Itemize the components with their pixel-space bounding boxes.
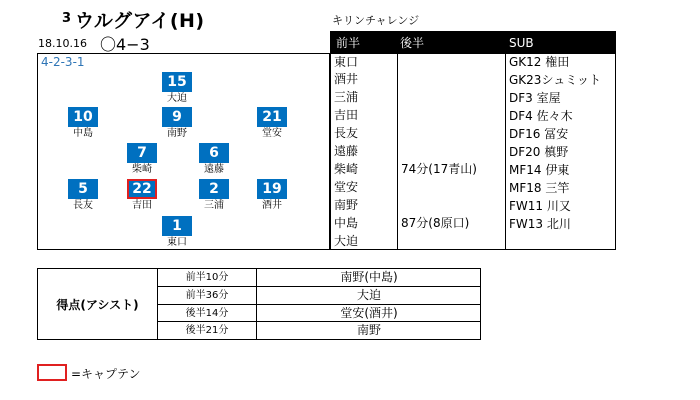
first-half-player: 柴崎: [334, 162, 359, 176]
player-number: 1: [162, 216, 192, 236]
header-second-half: 後半: [395, 32, 505, 54]
player-name: 長友: [73, 200, 93, 211]
goals-table: [37, 268, 481, 340]
sub-player: FW11 川又: [509, 199, 571, 213]
goal-scorer: 南野: [356, 323, 381, 337]
first-half-player: 大迫: [334, 234, 359, 248]
player-name: 中島: [73, 128, 93, 139]
formation-diagram: [37, 53, 330, 250]
sub-player: DF4 佐々木: [509, 109, 573, 123]
goal-time: 後半14分: [185, 308, 229, 319]
first-half-player: 長友: [334, 126, 359, 140]
column-divider: [505, 54, 506, 249]
player-name: 遠藤: [204, 164, 224, 175]
column-divider: [397, 54, 398, 249]
sub-player: DF3 室屋: [509, 91, 561, 105]
player-number: 5: [68, 179, 98, 199]
player-name: 堂安: [262, 128, 282, 139]
player-name: 酒井: [262, 200, 282, 211]
goal-scorer: 堂安(酒井): [340, 306, 398, 320]
player-name: 東口: [167, 237, 187, 248]
player-number: 19: [257, 179, 287, 199]
player-number: 21: [257, 107, 287, 127]
goal-time: 後半21分: [185, 325, 229, 336]
goal-time: 前半36分: [185, 290, 229, 301]
lineup-table: [330, 31, 616, 250]
page-title: ウルグアイ(H): [75, 10, 205, 32]
player-name: 柴崎: [132, 164, 152, 175]
sub-player: GK12 権田: [509, 55, 570, 69]
second-half-sub: 74分(17青山): [401, 162, 477, 176]
first-half-player: 東口: [334, 55, 359, 69]
player-number: 9: [162, 107, 192, 127]
first-half-player: 酒井: [334, 72, 359, 86]
goal-scorer: 南野(中島): [340, 270, 398, 284]
player-10: [65, 107, 101, 140]
first-half-player: 南野: [334, 198, 359, 212]
sub-player: DF20 槙野: [509, 145, 569, 159]
player-15: [159, 72, 195, 105]
first-half-player: 中島: [334, 216, 359, 230]
player-name: 大迫: [167, 93, 187, 104]
competition-name: キリンチャレンジ: [332, 14, 420, 27]
player-number: 10: [68, 107, 98, 127]
goals-label: 得点(アシスト): [56, 297, 139, 312]
player-9: [159, 107, 195, 140]
player-19: [254, 179, 290, 212]
first-half-player: 吉田: [334, 108, 359, 122]
match-number: 3: [62, 11, 72, 26]
player-1: [159, 216, 195, 249]
second-half-sub: 87分(8原口): [401, 216, 470, 230]
player-21: [254, 107, 290, 140]
header-sub: SUB: [505, 32, 616, 54]
player-number: 7: [127, 143, 157, 163]
goal-time: 前半10分: [185, 272, 229, 283]
player-name: 吉田: [132, 200, 152, 211]
player-number: 22: [127, 179, 157, 199]
captain-legend-label: =キャプテン: [71, 367, 141, 381]
sub-player: MF14 伊東: [509, 163, 570, 177]
first-half-player: 三浦: [334, 90, 359, 104]
player-name: 三浦: [204, 200, 224, 211]
player-7: [124, 143, 160, 176]
goal-scorer: 大迫: [356, 288, 381, 302]
player-5: [65, 179, 101, 212]
match-date: 18.10.16: [38, 37, 87, 50]
player-name: 南野: [167, 128, 187, 139]
player-number: 2: [199, 179, 229, 199]
player-6: [196, 143, 232, 176]
sub-player: GK23シュミット: [509, 73, 601, 87]
formation-label: 4-2-3-1: [41, 55, 85, 69]
first-half-player: 遠藤: [334, 144, 359, 158]
player-number: 6: [199, 143, 229, 163]
first-half-player: 堂安: [334, 180, 359, 194]
player-number: 15: [162, 72, 192, 92]
match-result: 〇4−3: [100, 35, 150, 54]
header-first-half: 前半: [331, 32, 395, 54]
player-2: [196, 179, 232, 212]
captain-legend-swatch: [37, 364, 67, 381]
sub-player: MF18 三竿: [509, 181, 570, 195]
sub-player: DF16 冨安: [509, 127, 569, 141]
player-22-captain: [124, 179, 160, 212]
sub-player: FW13 北川: [509, 217, 571, 231]
